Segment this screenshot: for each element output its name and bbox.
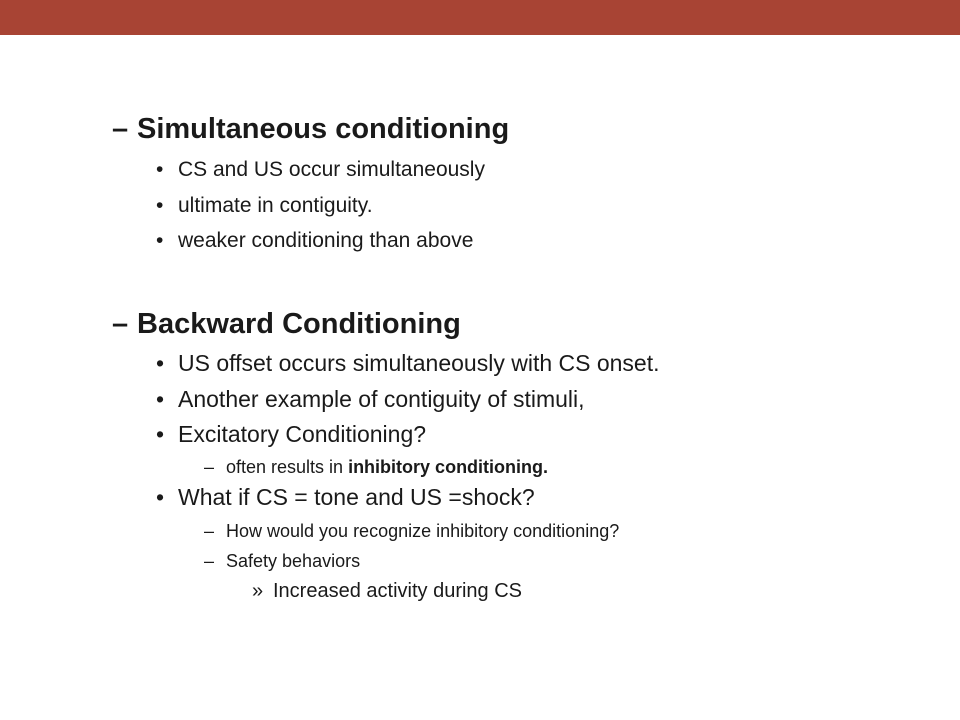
deep-sub-item-text: Increased activity during CS [273, 580, 523, 602]
bullet-text: ultimate in contiguity. [178, 194, 373, 217]
bullet-marker: • [156, 158, 164, 181]
heading-text: Backward Conditioning [137, 308, 461, 340]
bullet-text: weaker conditioning than above [178, 229, 474, 252]
bullet-marker: • [156, 350, 165, 376]
sub-item-text [226, 458, 548, 476]
sub-item-prefix: often results in [226, 457, 349, 477]
sub-dash-marker: – [204, 551, 215, 571]
bullet-marker: • [156, 421, 165, 447]
heading-text: Simultaneous conditioning [137, 113, 510, 145]
bullet-text: Another example of contiguity of stimuli, [178, 386, 585, 412]
bullet-text: US offset occurs simultaneously with CS onset. [178, 350, 660, 376]
bullet-marker: • [156, 229, 164, 252]
bullet-marker: • [156, 386, 165, 412]
heading-dash-marker: – [112, 308, 129, 340]
bullet-text: What if CS = tone and US =shock? [178, 484, 535, 510]
bullet-marker: • [156, 194, 164, 217]
bullet-text: CS and US occur simultaneously [178, 158, 485, 181]
title-bar-accent [0, 0, 960, 35]
sub-item-text: How would you recognize inhibitory conditioning? [226, 521, 620, 541]
sub-dash-marker: – [204, 457, 215, 477]
sub-item-text: Safety behaviors [226, 551, 361, 571]
raquo-marker: » [252, 580, 264, 602]
sub-item-emphasis: inhibitory conditioning. [348, 457, 549, 477]
bullet-marker: • [156, 484, 165, 510]
sub-dash-marker: – [204, 521, 215, 541]
heading-dash-marker: – [112, 113, 129, 145]
bullet-text: Excitatory Conditioning? [178, 421, 427, 447]
